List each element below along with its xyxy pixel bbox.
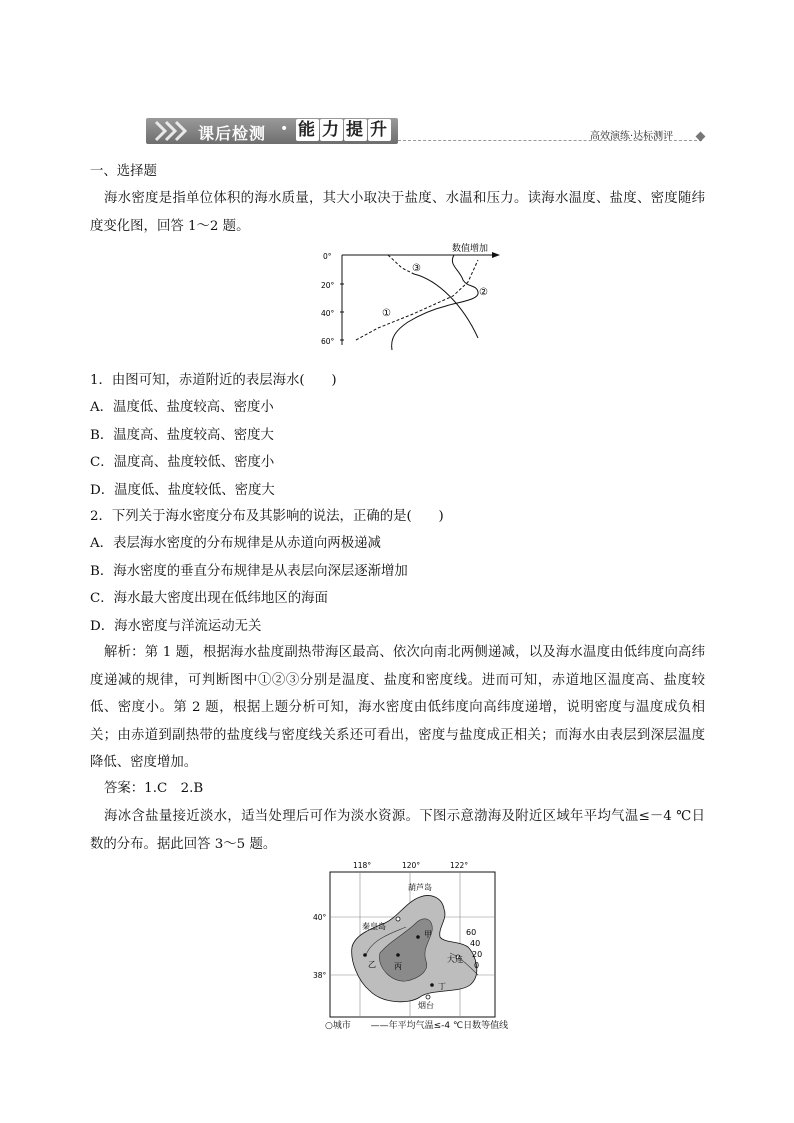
- analysis-paragraph: 解析：第 1 题，根据海水盐度副热带海区最高、依次向南北两侧递减，以及海水温度由低纬度向高纬度递减的规律，可判断图中①②③分别是温度、盐度和密度线。进而可知，赤道地区温度高、盐度较低、密度小。第 2 题，根据上题分析可知，海水密度由低纬度向高纬度递增，说明密度与温度成负相关；由赤道到副热带的盐度线与密度线关系还可看出，密度与盐度成正相关；而海水由表层到深层温度降低、密度增加。: [90, 645, 705, 770]
- question-2-stem: 2．下列关于海水密度分布及其影响的说法，正确的是( ): [90, 509, 444, 524]
- intro-paragraph-1: 海水密度是指单位体积的海水质量，其大小取决于盐度、水温和压力。读海水温度、盐度、密度随纬度变化图，回答 1～2 题。: [90, 191, 705, 234]
- place-label: 大连: [447, 955, 463, 964]
- question-1-option: C．温度高、盐度较低、密度小: [90, 455, 275, 470]
- lat-tick-label: 0°: [323, 252, 332, 261]
- legend-city: ○城市: [325, 1021, 351, 1031]
- lat-label: 38°: [313, 971, 327, 980]
- lat-tick-label: 60°: [321, 337, 335, 346]
- question-2-option: D．海水密度与洋流运动无关: [90, 619, 262, 634]
- banner-char: 能: [298, 120, 317, 140]
- axis-arrow-icon: [492, 252, 500, 258]
- banner-dot: •: [280, 121, 289, 137]
- city-marker: [396, 917, 400, 921]
- question-1-option: D．温度低、盐度较低、密度大: [90, 483, 275, 498]
- place-label: 丙: [394, 962, 402, 971]
- section-title: 一、选择题: [90, 164, 157, 179]
- answer-line: 答案：1.C 2.B: [104, 781, 204, 796]
- question-1-stem: 1．由图可知，赤道附近的表层海水( ): [90, 373, 337, 388]
- curve-label: ①: [382, 308, 391, 319]
- place-label: 丁: [438, 982, 446, 991]
- point-marker: [396, 953, 400, 957]
- banner-title-right: [296, 119, 392, 141]
- point-marker: [363, 953, 367, 957]
- lon-label: 120°: [402, 861, 421, 870]
- iso-value: 40: [470, 939, 481, 948]
- chevron-arrows-icon: [152, 120, 192, 142]
- point-marker: [430, 983, 434, 987]
- section-banner: [146, 118, 398, 144]
- question-2-option: C．海水最大密度出现在低纬地区的海面: [90, 591, 328, 606]
- banner-title-left: 课后检测: [198, 124, 267, 143]
- iso-value: 0: [474, 961, 480, 970]
- curve-label: ②: [479, 287, 488, 298]
- lat-tick-label: 20°: [321, 281, 335, 290]
- header-slogan: 高效演练·达标测评: [590, 131, 674, 142]
- banner-char: 提: [346, 120, 365, 140]
- question-1-option: A．温度低、盐度较高、密度小: [90, 400, 274, 415]
- lon-label: 118°: [353, 861, 372, 870]
- map-legend: [325, 1018, 508, 1031]
- city-marker: [426, 995, 430, 999]
- lon-label: 122°: [450, 861, 469, 870]
- iso-value: 20: [472, 950, 483, 959]
- question-2-option: A．表层海水密度的分布规律是从赤道向两极递减: [90, 536, 381, 551]
- lat-label: 40°: [313, 913, 327, 922]
- legend-isoline: ——年平均气温≤-4 ℃日数等值线: [370, 1021, 509, 1031]
- curve-label: ③: [412, 263, 421, 274]
- place-label: 葫芦岛: [408, 883, 432, 892]
- figure-latitude-chart: [318, 240, 508, 360]
- intro-paragraph-2: 海冰含盐量接近淡水，适当处理后可作为淡水资源。下图示意渤海及附近区域年平均气温≤－4 ℃日数的分布。据此回答 3～5 题。: [90, 809, 705, 852]
- lat-tick-label: 40°: [321, 309, 335, 318]
- figure-bohai-map: [310, 857, 518, 1037]
- top-axis-label: 数值增加: [452, 244, 489, 254]
- banner-char: 力: [322, 120, 341, 140]
- place-label: 烟台: [418, 1001, 434, 1010]
- question-1-option: B．温度高、盐度较高、密度大: [90, 428, 274, 443]
- question-2-option: B．海水密度的垂直分布规律是从表层向深层逐渐增加: [90, 564, 408, 579]
- curve-density-dashed: [388, 255, 414, 274]
- place-label: 乙: [368, 960, 376, 969]
- banner-char: 升: [370, 120, 389, 140]
- point-marker: [416, 935, 420, 939]
- place-label: 秦皇岛: [362, 922, 386, 931]
- place-label: 甲: [424, 930, 432, 939]
- iso-value: 60: [466, 928, 477, 937]
